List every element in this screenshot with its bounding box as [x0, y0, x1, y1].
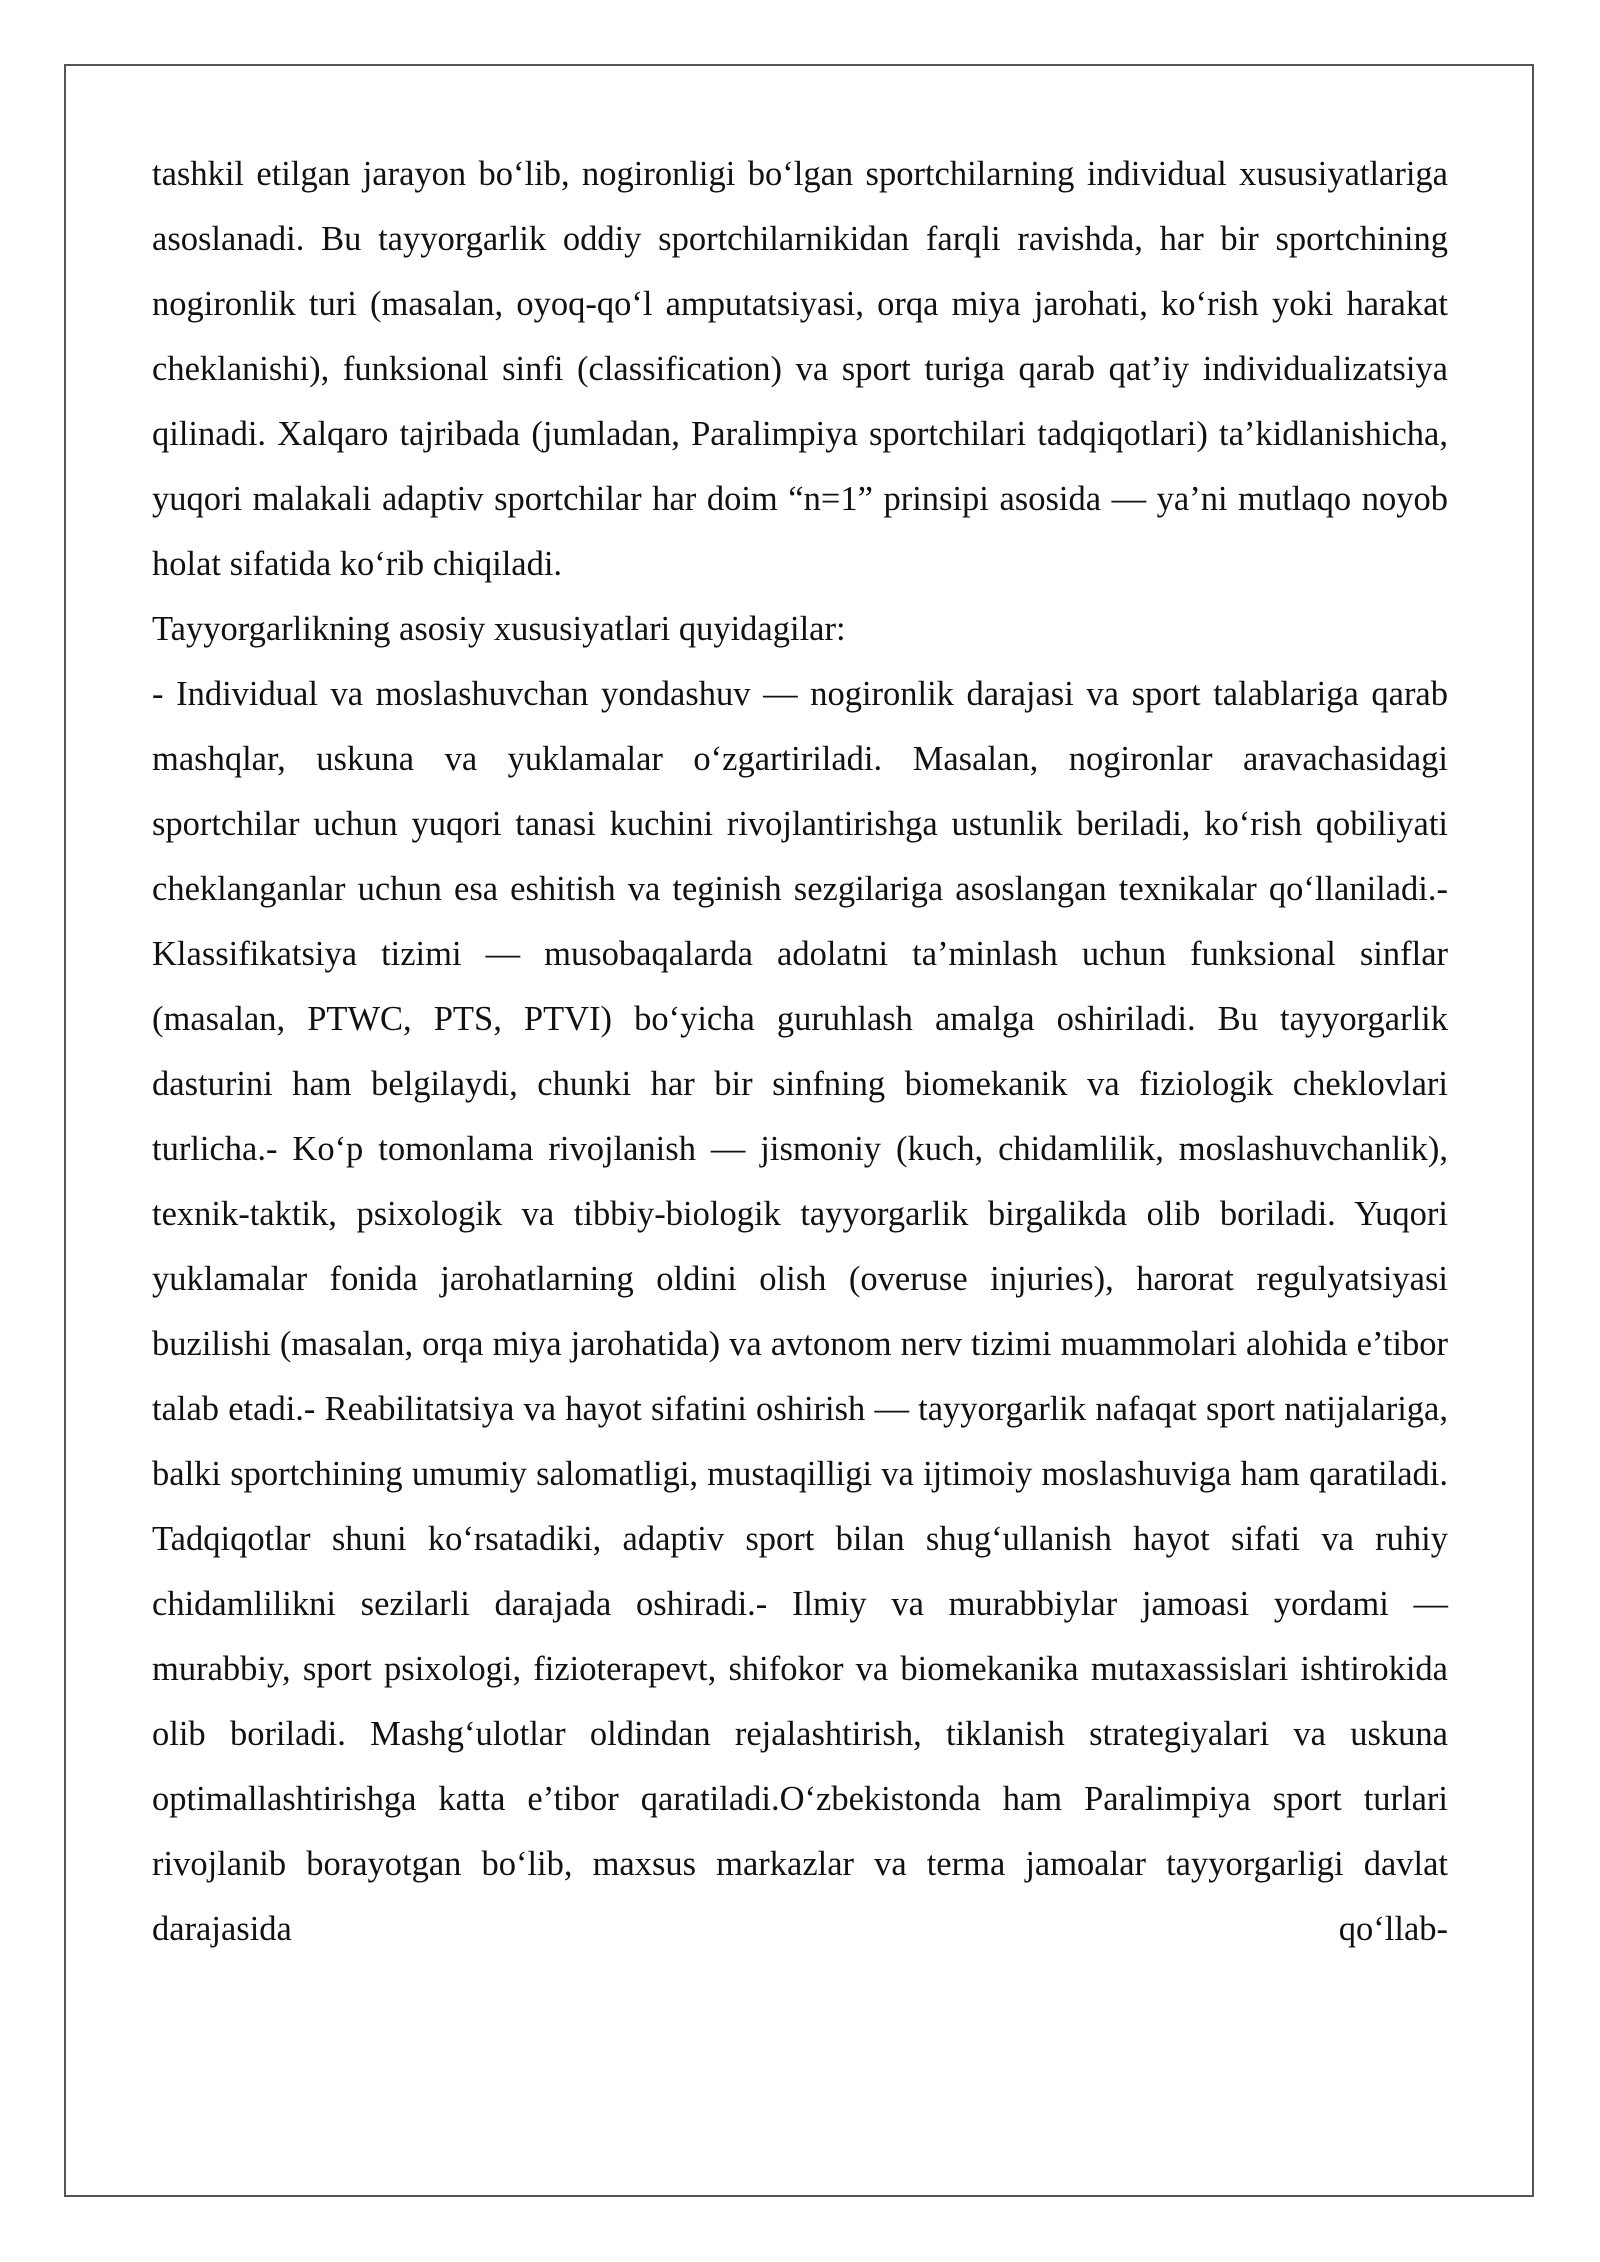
- document-body: [152, 142, 1448, 1962]
- paragraph-intro: tashkil etilgan jarayon bo‘lib, nogironligi bo‘lgan sportchilarning individual xususiyatlariga asoslanadi. Bu tayyorgarlik oddiy sportchilarnikidan farqli ravishda, har bir sportchining nogironlik turi (masalan, oyoq-qo‘l amputatsiyasi, orqa miya jarohati, ko‘rish yoki harakat cheklanishi), funksional sinfi (classification) va sport turiga qarab qat’iy individualizatsiya qilinadi. Xalqaro tajribada (jumladan, Paralimpiya sportchilari tadqiqotlari) ta’kidlanishicha, yuqori malakali adaptiv sportchilar har doim “n=1” prinsipi asosida — ya’ni mutlaqo noyob holat sifatida ko‘rib chiqiladi.: [152, 155, 1448, 583]
- paragraph-features-list: - Individual va moslashuvchan yondashuv — nogironlik darajasi va sport talablariga qarab mashqlar, uskuna va yuklamalar o‘zgartiriladi. Masalan, nogironlar aravachasidagi sportchilar uchun yuqori tanasi kuchini rivojlantirishga ustunlik beriladi, ko‘rish qobiliyati cheklanganlar uchun esa eshitish va teginish sezgilariga asoslangan texnikalar qo‘llaniladi.- Klassifikatsiya tizimi — musobaqalarda adolatni ta’minlash uchun funksional sinflar (masalan, PTWC, PTS, PTVI) bo‘yicha guruhlash amalga oshiriladi. Bu tayyorgarlik dasturini ham belgilaydi, chunki har bir sinfning biomekanik va fiziologik cheklovlari turlicha.- Ko‘p tomonlama rivojlanish — jismoniy (kuch, chidamlilik, moslashuvchanlik), texnik-taktik, psixologik va tibbiy-biologik tayyorgarlik birgalikda olib boriladi. Yuqori yuklamalar fonida jarohatlarning oldini olish (overuse injuries), harorat regulyatsiyasi buzilishi (masalan, orqa miya jarohatida) va avtonom nerv tizimi muammolari alohida e’tibor talab etadi.- Reabilitatsiya va hayot sifatini oshirish — tayyorgarlik nafaqat sport natijalariga, balki sportchining umumiy salomatligi, mustaqilligi va ijtimoiy moslashuviga ham qaratiladi. Tadqiqotlar shuni ko‘rsatadiki, adaptiv sport bilan shug‘ullanish hayot sifati va ruhiy chidamlilikni sezilarli darajada oshiradi.- Ilmiy va murabbiylar jamoasi yordami — murabbiy, sport psixologi, fizioterapevt, shifokor va biomekanika mutaxassislari ishtirokida olib boriladi. Mashg‘ulotlar oldindan rejalashtirish, tiklanish strategiyalari va uskuna optimallashtirishga katta e’tibor qaratiladi.O‘zbekistonda ham Paralimpiya sport turlari rivojlanib borayotgan bo‘lib, maxsus markazlar va terma jamoalar tayyorgarligi davlat darajasida qo‘llab-: [152, 675, 1448, 1948]
- paragraph-features-heading: Tayyorgarlikning asosiy xususiyatlari quyidagilar:: [152, 610, 846, 648]
